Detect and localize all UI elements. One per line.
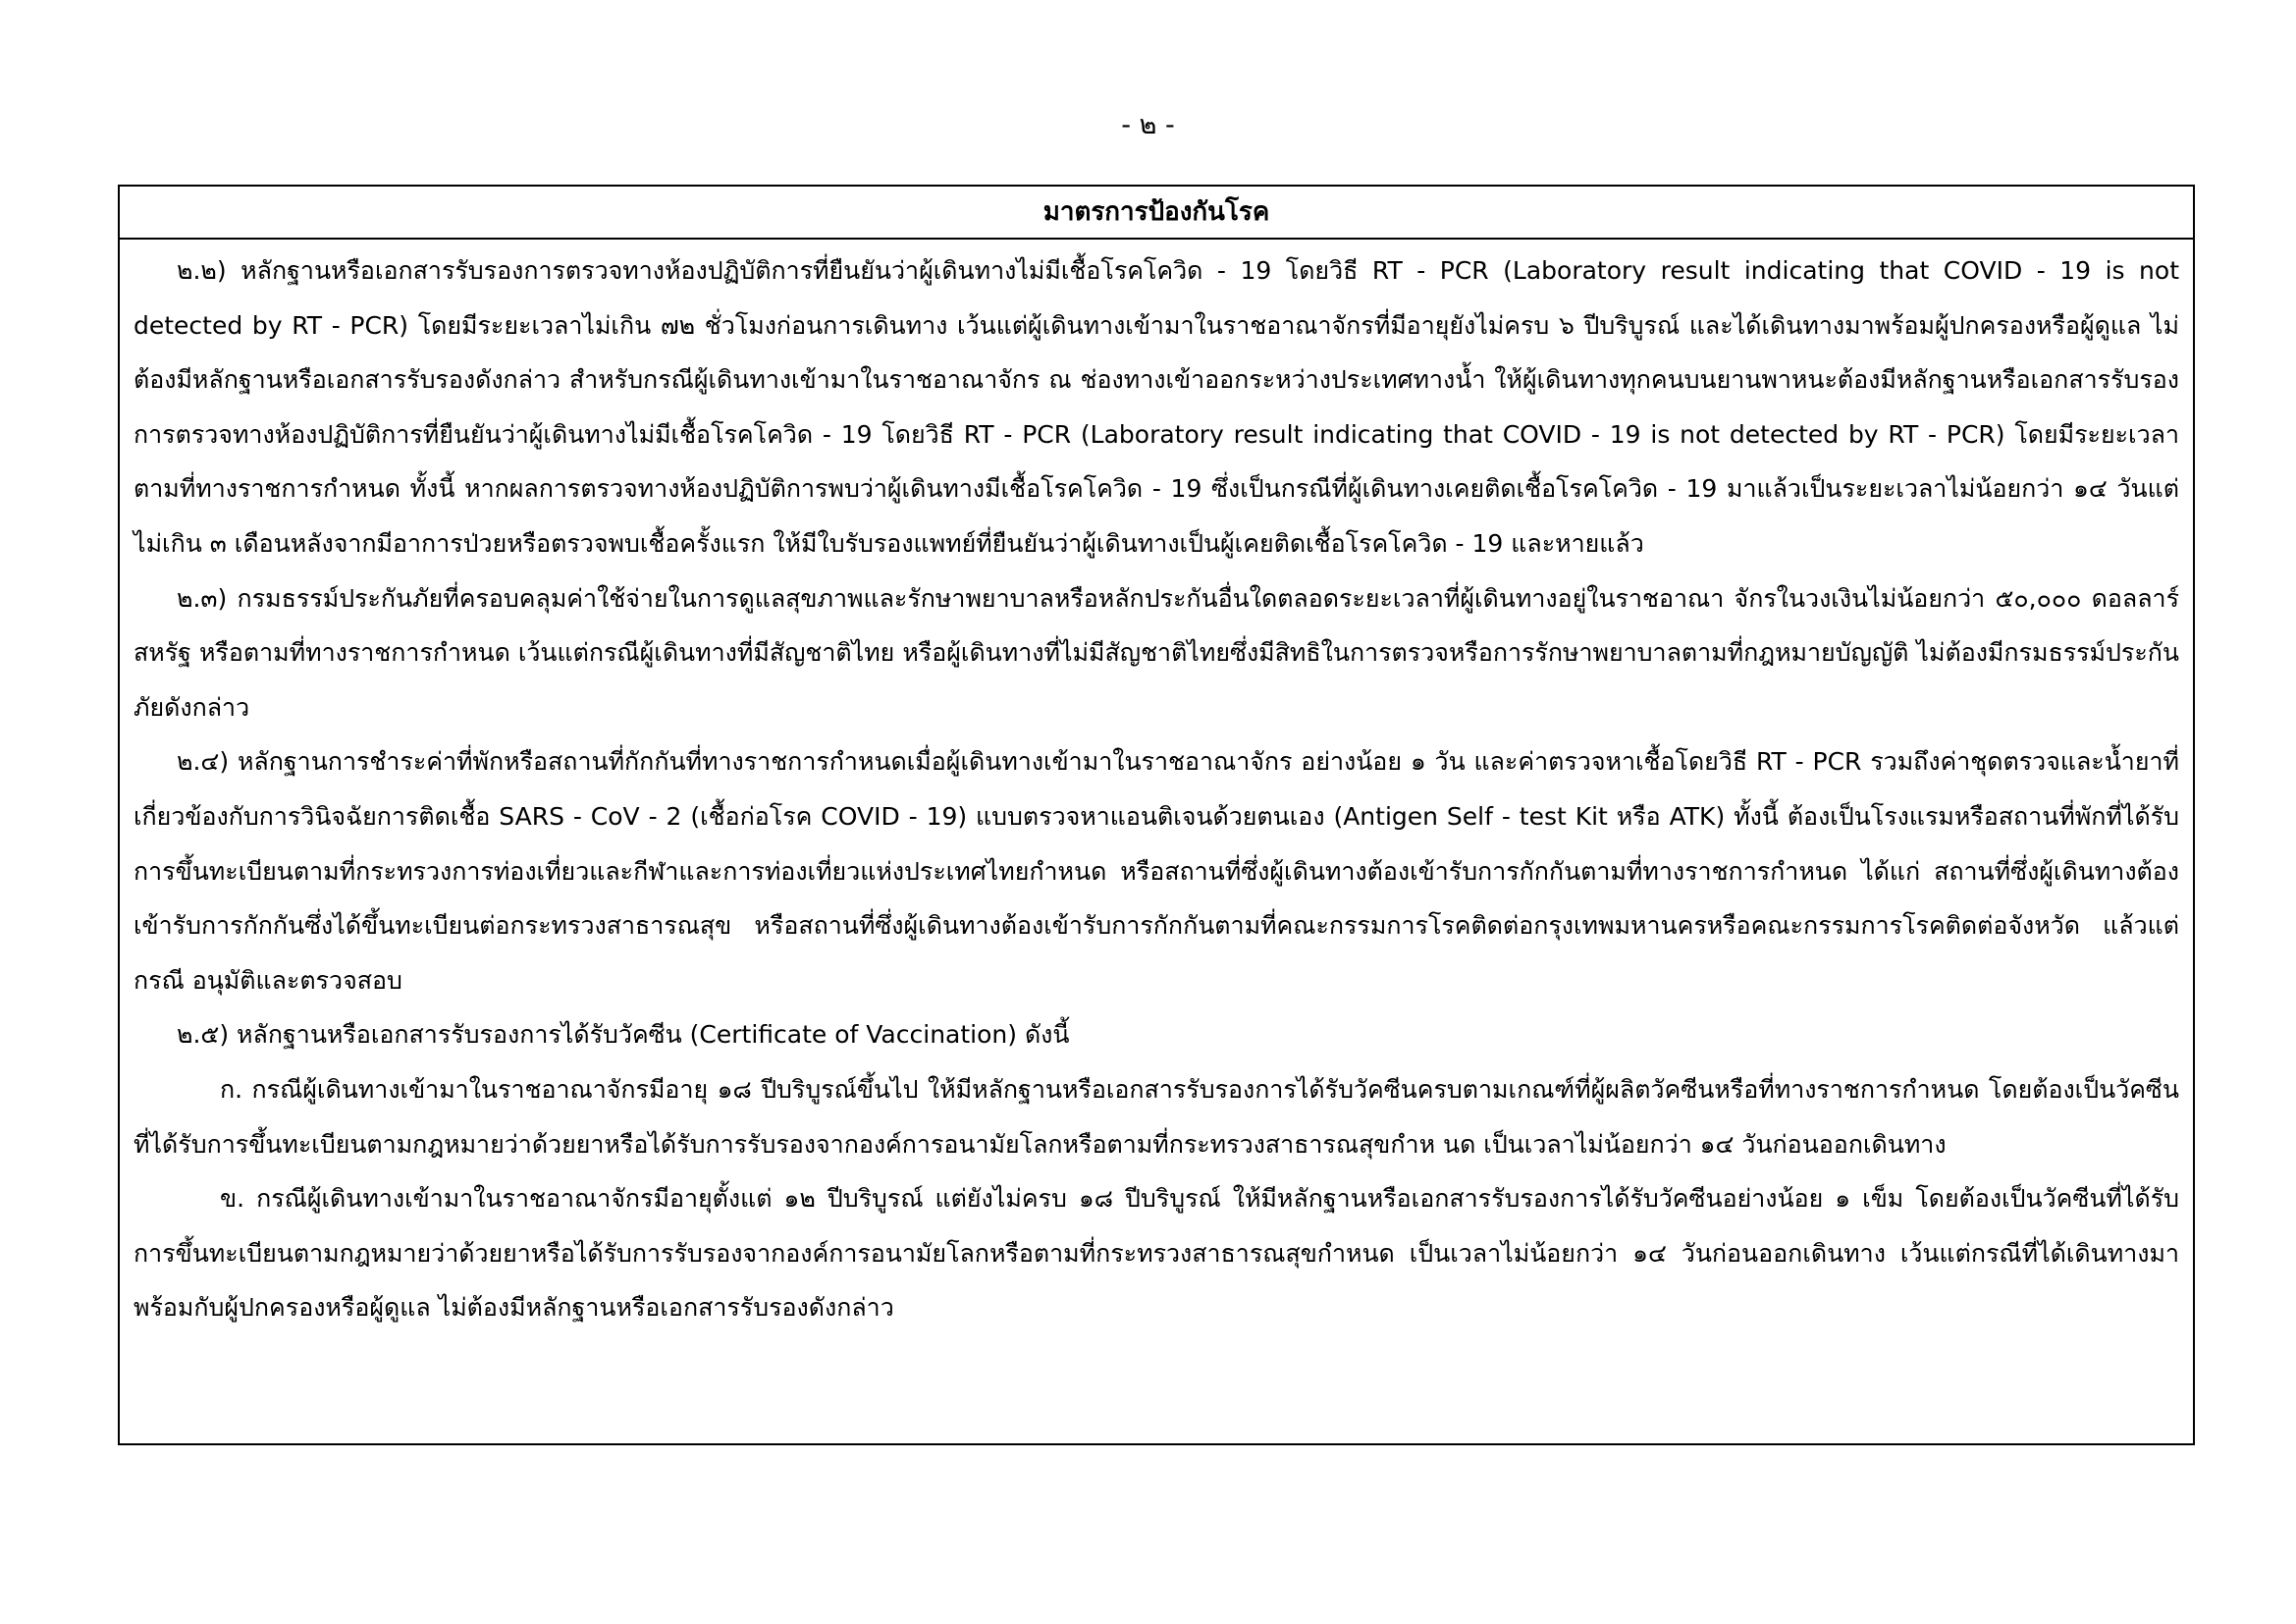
- page-number: - ๒ -: [1121, 110, 1175, 140]
- sub-paragraph-ko: ก. กรณีผู้เดินทางเข้ามาในราชอาณาจักรมีอายุ ๑๘ ปีบริบูรณ์ขึ้นไป ให้มีหลักฐานหรือเอกสารรับรองการได้รับวัคซีนครบตามเกณฑ์ที่ผู้ผลิตวัคซีนหรือที่ทางราชการกำหนด โดยต้องเป็นวัคซีนที่ได้รับการขึ้นทะเบียนตามกฎหมายว่าด้วยยาหรือได้รับการรับรองจากองค์การอนามัยโลกหรือตามที่กระทรวงสาธารณสุขกำห นด เป็นเวลาไม่น้อยกว่า ๑๔ วันก่อนออกเดินทาง: [133, 1074, 2179, 1159]
- sub-paragraph-kho: ข. กรณีผู้เดินทางเข้ามาในราชอาณาจักรมีอายุตั้งแต่ ๑๒ ปีบริบูรณ์ แต่ยังไม่ครบ ๑๘ ปีบริบูรณ์ ให้มีหลักฐานหรือเอกสารรับรองการได้รับวัคซีนอย่างน้อย ๑ เข็ม โดยต้องเป็นวัคซีนที่ได้รับการขึ้นทะเบียนตามกฎหมายว่าด้วยยาหรือได้รับการรับรองจากองค์การอนามัยโลกหรือตามที่กระทรวงสาธารณสุขกำหนด เป็นเวลาไม่น้อยกว่า ๑๔ วันก่อนออกเดินทาง เว้นแต่กรณีที่ได้เดินทางมาพร้อมกับผู้ปกครองหรือผู้ดูแล ไม่ต้องมีหลักฐานหรือเอกสารรับรองดังกล่าว: [133, 1184, 2179, 1323]
- section-title: มาตรการป้องกันโรค: [120, 187, 2193, 240]
- section-body: [120, 240, 2193, 1335]
- paragraph-2-5: ๒.๕) หลักฐานหรือเอกสารรับรองการได้รับวัคซีน (Certificate of Vaccination) ดังนี้: [177, 1020, 1070, 1050]
- paragraph-2-4: ๒.๔) หลักฐานการชำระค่าที่พักหรือสถานที่กักกันที่ทางราชการกำหนดเมื่อผู้เดินทางเข้ามาในราชอาณาจักร อย่างน้อย ๑ วัน และค่าตรวจหาเชื้อโดยวิธี RT - PCR รวมถึงค่าชุดตรวจและน้ำยาที่เกี่ยวข้องกับการวินิจฉัยการติดเชื้อ SARS - CoV - 2 (เชื้อก่อโรค COVID - 19) แบบตรวจหาแอนติเจนด้วยตนเอง (Antigen Self - test Kit หรือ ATK) ทั้งนี้ ต้องเป็นโรงแรมหรือสถานที่พักที่ได้รับการขึ้นทะเบียนตามที่กระทรวงการท่องเที่ยวและกีฬาและการท่องเที่ยวแห่งประเทศไทยกำหนด หรือสถานที่ซึ่งผู้เดินทางต้องเข้ารับการกักกันตามที่ทางราชการกำหนด ได้แก่ สถานที่ซึ่งผู้เดินทางต้องเข้ารับการกักกันซึ่งได้ขึ้นทะเบียนต่อกระทรวงสาธารณสุข หรือสถานที่ซึ่งผู้เดินทางต้องเข้ารับการกักกันตามที่คณะกรรมการโรคติดต่อกรุงเทพมหานครหรือคณะกรรมการโรคติดต่อจังหวัด แล้วแต่กรณี อนุมัติและตรวจสอบ: [133, 747, 2179, 995]
- measures-table: [118, 185, 2195, 1445]
- paragraph-2-2: ๒.๒) หลักฐานหรือเอกสารรับรองการตรวจทางห้องปฏิบัติการที่ยืนยันว่าผู้เดินทางไม่มีเชื้อโรคโควิด - 19 โดยวิธี RT - PCR (Laboratory result indicating that COVID - 19 is not detected by RT - PCR) โดยมีระยะเวลาไม่เกิน ๗๒ ชั่วโมงก่อนการเดินทาง เว้นแต่ผู้เดินทางเข้ามาในราชอาณาจักรที่มีอายุยังไม่ครบ ๖ ปีบริบูรณ์ และได้เดินทางมาพร้อมผู้ปกครองหรือผู้ดูแล ไม่ต้องมีหลักฐานหรือเอกสารรับรองดังกล่าว สำหรับกรณีผู้เดินทางเข้ามาในราชอาณาจักร ณ ช่องทางเข้าออกระหว่างประเทศทางน้ำ ให้ผู้เดินทางทุกคนบนยานพาหนะต้องมีหลักฐานหรือเอกสารรับรองการตรวจทางห้องปฏิบัติการที่ยืนยันว่าผู้เดินทางไม่มีเชื้อโรคโควิด - 19 โดยวิธี RT - PCR (Laboratory result indicating that COVID - 19 is not detected by RT - PCR) โดยมีระยะเวลาตามที่ทางราชการกำหนด ทั้งนี้ หากผลการตรวจทางห้องปฏิบัติการพบว่าผู้เดินทางมีเชื้อโรคโควิด - 19 ซึ่งเป็นกรณีที่ผู้เดินทางเคยติดเชื้อโรคโควิด - 19 มาแล้วเป็นระยะเวลาไม่น้อยกว่า ๑๔ วันแต่ไม่เกิน ๓ เดือนหลังจากมีอาการป่วยหรือตรวจพบเชื้อครั้งแรก ให้มีใบรับรองแพทย์ที่ยืนยันว่าผู้เดินทางเป็นผู้เคยติดเชื้อโรคโควิด - 19 และหายแล้ว: [133, 256, 2179, 558]
- paragraph-2-3: ๒.๓) กรมธรรม์ประกันภัยที่ครอบคลุมค่าใช้จ่ายในการดูแลสุขภาพและรักษาพยาบาลหรือหลักประกันอื่นใดตลอดระยะเวลาที่ผู้เดินทางอยู่ในราชอาณา จักรในวงเงินไม่น้อยกว่า ๕๐,๐๐๐ ดอลลาร์สหรัฐ หรือตามที่ทางราชการกำหนด เว้นแต่กรณีผู้เดินทางที่มีสัญชาติไทย หรือผู้เดินทางที่ไม่มีสัญชาติไทยซึ่งมีสิทธิในการตรวจหรือการรักษาพยาบาลตามที่กฎหมายบัญญัติ ไม่ต้องมีกรมธรรม์ประกันภัยดังกล่าว: [133, 583, 2179, 722]
